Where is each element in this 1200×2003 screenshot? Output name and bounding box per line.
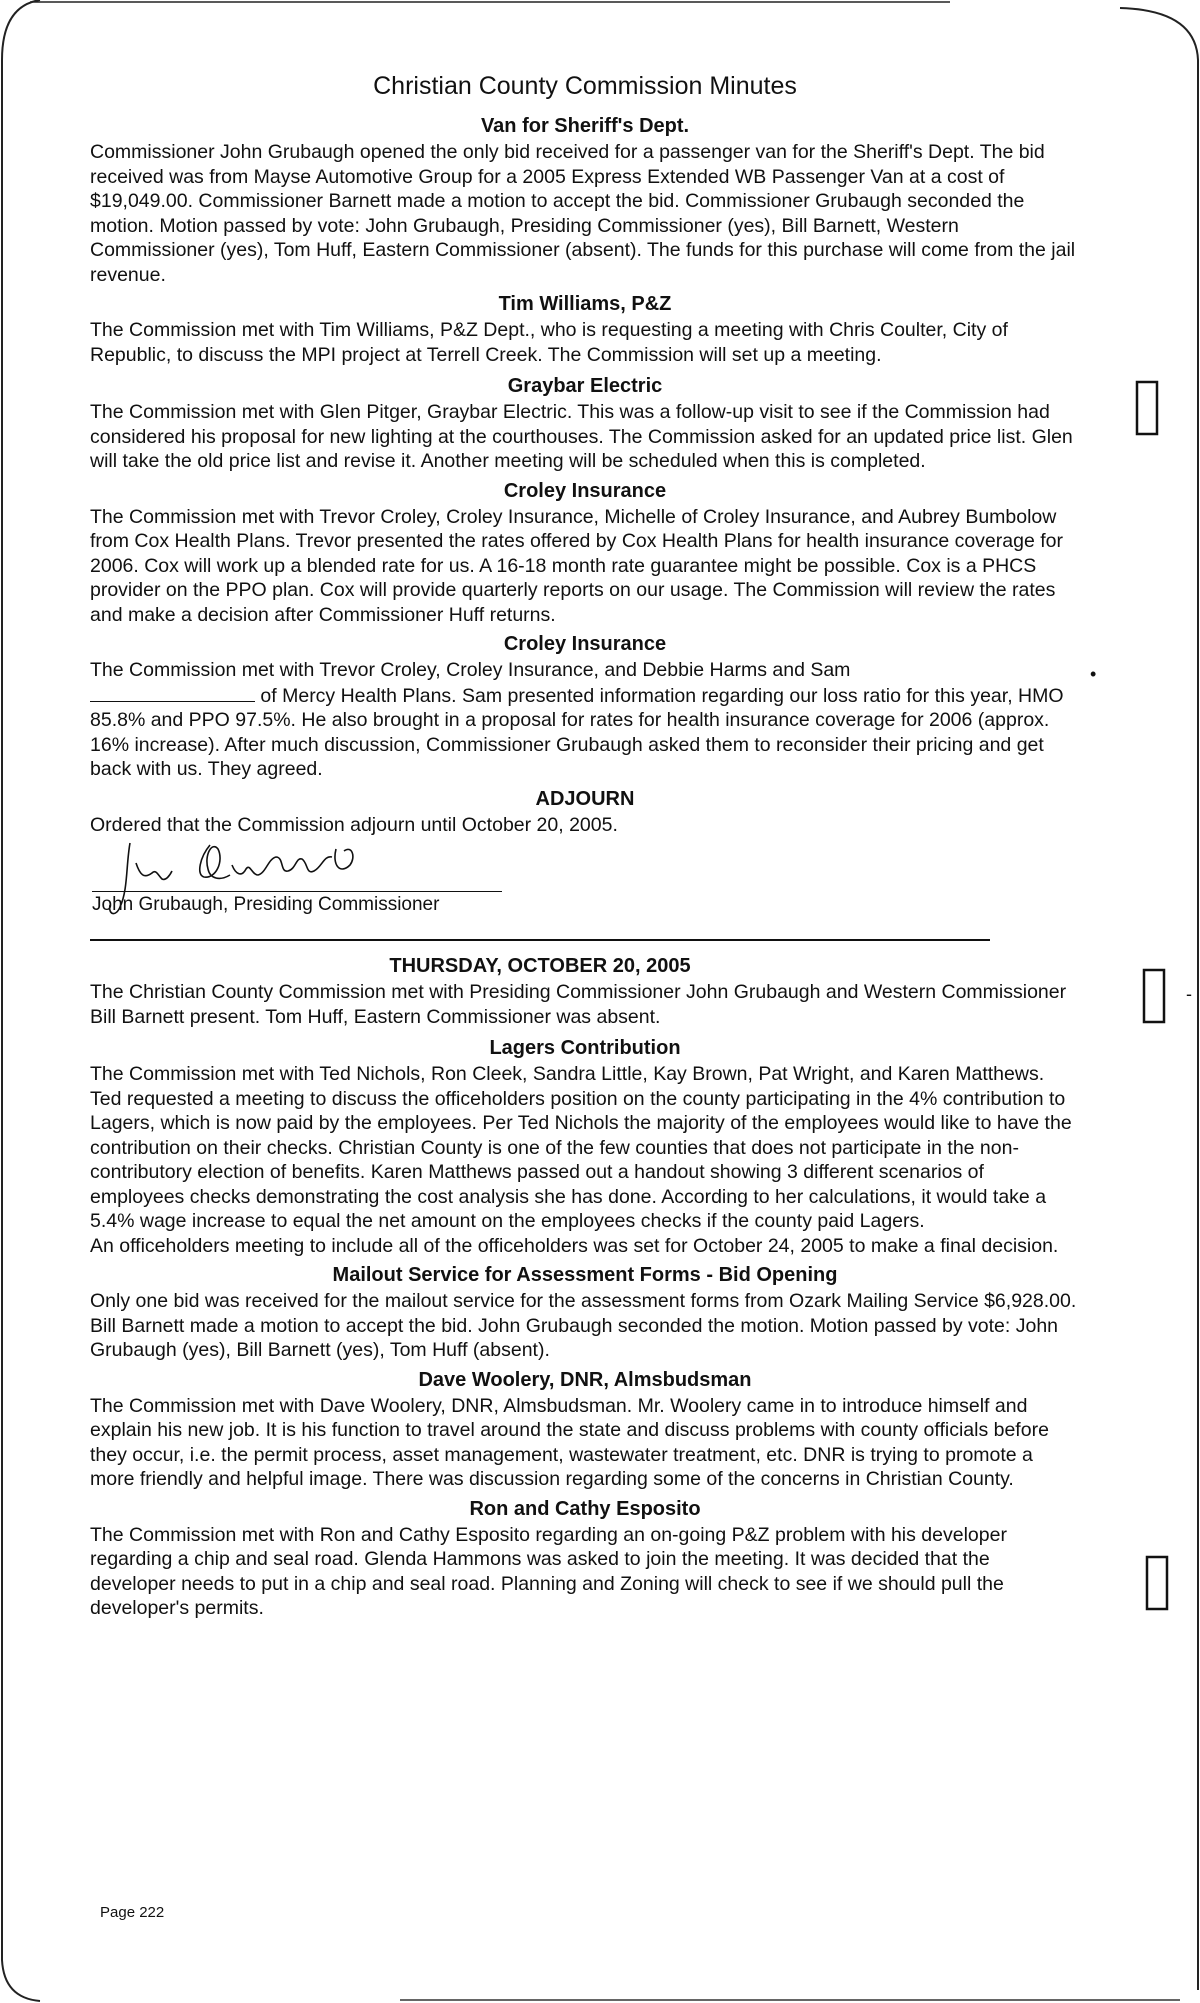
section-heading: Croley Insurance bbox=[503, 633, 667, 655]
section-heading: Mailout Service for Assessment Forms - Bid Opening bbox=[332, 1264, 838, 1286]
section-divider bbox=[90, 939, 990, 941]
section-body-continued: An officeholders meeting to include all of the officeholders was set for October 24, 2005 to make a final decision. bbox=[90, 1234, 1059, 1257]
section-body: The Commission met with Dave Woolery, DNR, Almsbudsman. Mr. Woolery came in to introduce himself and explain his new job. It is his function to travel around the state and discuss problems with county officials before they occur, i.e. the permit process, asset management, wastewater treatment, etc. DNR is trying to promote a more friendly and helpful image. There was discussion regarding some of the concerns in Christian County. bbox=[90, 1394, 1049, 1490]
section-lagers bbox=[90, 1037, 1080, 1258]
page-number: Page 222 bbox=[100, 1904, 165, 1921]
date-heading: THURSDAY, OCTOBER 20, 2005 bbox=[389, 955, 691, 977]
blank-line bbox=[90, 683, 255, 702]
section-body: Commissioner John Grubaugh opened the only bid received for a passenger van for the Sheriff's Dept. The bid received was from Mayse Automotive Group for a 2005 Express Extended WB Passenger Van at a cost of $19,049.00. Commissioner Barnett made a motion to accept the bid. Commissioner Grubaugh seconded the motion. Motion passed by vote: John Grubaugh, Presiding Commissioner (yes), Bill Barnett, Western Commissioner (yes), Tom Huff, Eastern Commissioner (absent). The funds for this purchase will come from the jail revenue. bbox=[90, 141, 1076, 286]
scan-speck: - bbox=[1186, 984, 1192, 1004]
signature-line bbox=[92, 891, 502, 892]
section-body: The Commission met with Ron and Cathy Esposito regarding an on-going P&Z problem with his developer regarding a chip and seal road. Glenda Hammons was asked to join the meeting. It was decided that the developer needs to put in a chip and seal road. Planning and Zoning will check to see if we should pull the developer's permits. bbox=[90, 1523, 1007, 1619]
section-croley-2 bbox=[90, 633, 1080, 782]
section-croley-1 bbox=[90, 480, 1080, 628]
section-woolery bbox=[90, 1369, 1080, 1492]
section-heading: ADJOURN bbox=[535, 787, 635, 810]
section-body bbox=[90, 658, 1080, 782]
day2-intro: The Christian County Commission met with Presiding Commissioner John Grubaugh and Western Commissioner Bill Barnett present. Tom Huff, Eastern Commissioner was absent. bbox=[90, 981, 1067, 1028]
body-after-blank: of Mercy Health Plans. Sam presented information regarding our loss ratio for this year, HMO 85.8% and PPO 97.5%. He also brought in a proposal for rates for health insurance coverage for 2006 (approx. 16% increase). After much discussion, Commissioner Grubaugh asked them to reconsider their pricing and get back with us. They agreed. bbox=[90, 684, 1064, 780]
section-heading: Van for Sheriff's Dept. bbox=[480, 115, 690, 137]
section-adjourn bbox=[90, 788, 1080, 920]
section-body: Ordered that the Commission adjourn until October 20, 2005. bbox=[90, 813, 618, 836]
signature-block bbox=[90, 841, 1080, 919]
section-heading: Ron and Cathy Esposito bbox=[469, 1497, 701, 1520]
section-heading: Tim Williams, P&Z bbox=[498, 293, 672, 315]
document-title: Christian County Commission Minutes bbox=[373, 72, 797, 100]
section-day2 bbox=[90, 955, 1080, 1029]
margin-bracket-mark bbox=[1133, 380, 1159, 438]
section-mailout bbox=[90, 1264, 1080, 1363]
section-body: The Commission met with Tim Williams, P&Z Dept., who is requesting a meeting with Chris Coulter, City of Republic, to discuss the MPI project at Terrell Creek. The Commission will set up a meeting. bbox=[90, 319, 1008, 366]
section-van bbox=[90, 115, 1080, 287]
section-body: Only one bid was received for the mailout service for the assessment forms from Ozark Mailing Service $6,928.00. Bill Barnett made a motion to accept the bid. John Grubaugh seconded the motion. Motion passed by vote: John Grubaugh (yes), Bill Barnett (yes), Tom Huff (absent). bbox=[90, 1290, 1077, 1361]
section-tim-williams bbox=[90, 293, 1080, 367]
section-heading: Croley Insurance bbox=[503, 479, 667, 502]
section-esposito bbox=[90, 1498, 1080, 1621]
section-heading: Graybar Electric bbox=[507, 375, 663, 397]
section-body: The Commission met with Glen Pitger, Graybar Electric. This was a follow-up visit to see if the Commission had considered his proposal for new lighting at the courthouses. The Commission asked for an updated price list. Glen will take the old price list and revise it. Another meeting will be scheduled when this is completed. bbox=[90, 401, 1073, 472]
section-graybar bbox=[90, 375, 1080, 474]
section-body: The Commission met with Trevor Croley, Croley Insurance, Michelle of Croley Insurance, and Aubrey Bumbolow from Cox Health Plans. Trevor presented the rates offered by Cox Health Plans for health insurance coverage for 2006. Cox will work up a blended rate for us. A 16-18 month rate guarantee might be possible. Cox is a PHCS provider on the PPO plan. Cox will provide quarterly reports on our usage. The Commission will review the rates and make a decision after Commissioner Huff returns. bbox=[90, 505, 1063, 626]
body-before-blank: The Commission met with Trevor Croley, Croley Insurance, and Debbie Harms and Sam bbox=[90, 659, 851, 681]
scan-speck: • bbox=[1090, 664, 1097, 684]
section-heading: Lagers Contribution bbox=[489, 1037, 681, 1059]
signature-caption: John Grubaugh, Presiding Commissioner bbox=[92, 894, 440, 915]
margin-bracket-mark bbox=[1140, 968, 1166, 1026]
minutes-page bbox=[90, 72, 1080, 1629]
margin-bracket-mark bbox=[1143, 1555, 1169, 1613]
section-heading: Dave Woolery, DNR, Almsbudsman bbox=[418, 1368, 752, 1391]
section-body: The Commission met with Ted Nichols, Ron Cleek, Sandra Little, Kay Brown, Pat Wright, and Karen Matthews. Ted requested a meeting to discuss the officeholders position on the county participating in the 4% contribution to Lagers, which is now paid by the employees. Per Ted Nichols the majority of the employees would like to have the contribution on their checks. Christian County is one of the few counties that does not participate in the non-contributory election of benefits. Karen Matthews passed out a handout showing 3 different scenarios of employees checks demonstrating the cost analysis she has done. According to her calculations, it would take a 5.4% wage increase to equal the net amount on the employees checks if the county paid Lagers. bbox=[90, 1063, 1072, 1232]
